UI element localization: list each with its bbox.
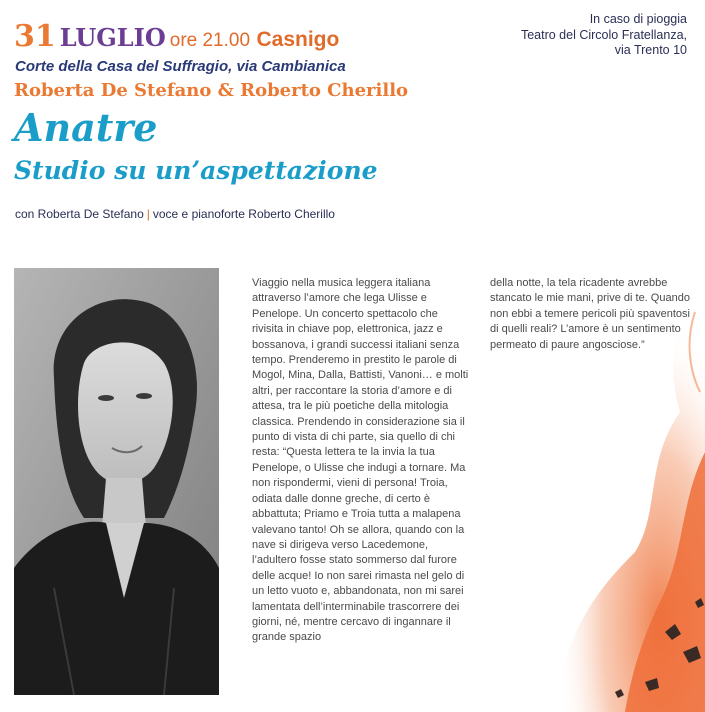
event-performers: Roberta De Stefano & Roberto Cherillo [14, 80, 409, 101]
credits-separator: | [146, 207, 150, 221]
body-paragraph-2: della notte, la tela ricadente avrebbe stancato le mie mani, prive di te. Quando non ebbi a temere pericoli più spaventosi di quelli reali? L’amore è un sentimento permeato di paure angosciose.” [490, 277, 690, 351]
body-text-column-2 [490, 276, 700, 353]
event-day: 31 [14, 19, 56, 54]
body-text-column-1 [252, 276, 470, 698]
rain-note-line-3: via Trento 10 [614, 43, 687, 58]
portrait-photo [14, 268, 219, 695]
event-time: ore 21.00 [169, 30, 251, 51]
rain-note-line-1: In caso di pioggia [589, 12, 687, 26]
rain-note-line-2: Teatro del Circolo Fratellanza, [520, 27, 687, 42]
show-title: Anatre [14, 105, 158, 150]
event-date-line [14, 19, 340, 54]
portrait-illustration [14, 268, 219, 695]
credits-music: voce e pianoforte Roberto Cherillo [152, 207, 335, 221]
credits-line [15, 207, 335, 221]
event-month: LUGLIO [59, 23, 166, 52]
event-place: Casnigo [256, 28, 340, 51]
credits-cast: con Roberta De Stefano [15, 207, 144, 221]
event-venue: Corte della Casa del Suffragio, via Cambianica [15, 58, 346, 75]
rain-note [521, 12, 687, 59]
body-paragraph-1: Viaggio nella musica leggera italiana attraverso l’amore che lega Ulisse e Penelope. Un concerto spettacolo che rivisita in chiave pop, elettronica, jazz e bossanova, i grandi successi italiani senza tempo. Prenderemo in prestito le parole di Mogol, Mina, Dalla, Battisti, Vanoni… e molti altri, per raccontare la storia d’amore e di attesa, tra le più poetiche della mitologia classica. Prendendo in considerazione sia il punto di vista di chi parte, sia quello di chi resta: “Questa lettera te la invia la tua Penelope, o Ulisse che indugi a tornare. Ma non rispondermi, vieni di persona! Troia, odiata dalle donne greche, di certo è abbattuta; Priamo e Troia tutta a malapena valevano tanto! Oh se allora, quando con la nave si dirigeva verso Lacedemone, l’adultero fosse stato sommerso dal furore delle acque! Io non sarei rimasta nel gelo di un letto vuoto e, abbandonata, non mi sarei lamentata dell’interminabile trascorrere dei giorni, né, mentre cercavo di ingannare il grande spazio [252, 277, 469, 644]
show-subtitle: Studio su un’aspettazione [14, 156, 378, 185]
